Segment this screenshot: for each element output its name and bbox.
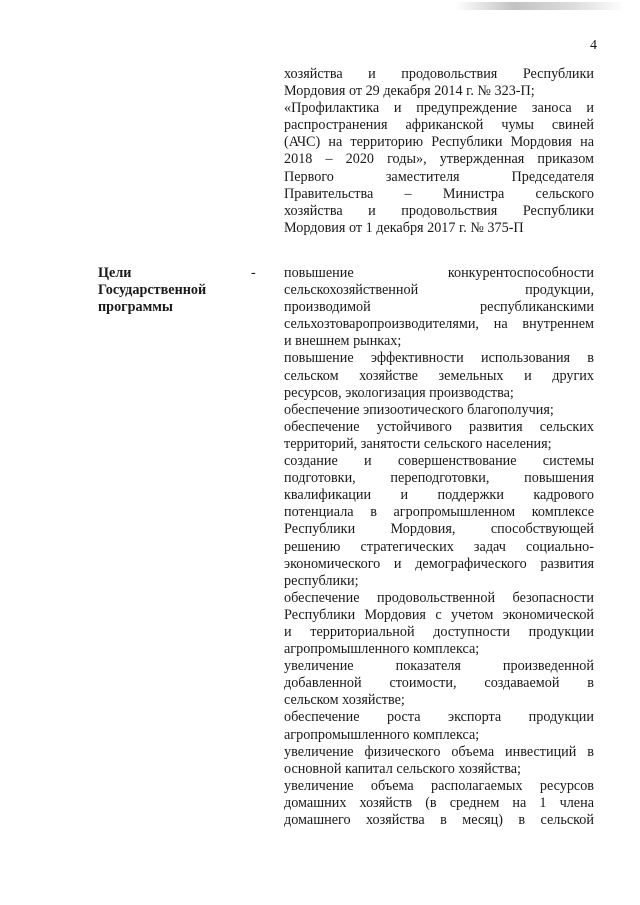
text-line: домашних хозяйств (в среднем на 1 члена	[284, 794, 594, 811]
text-line: 2018 – 2020 годы», утвержденная приказом	[284, 151, 594, 168]
text-line: обеспечение устойчивого развития сельских	[284, 418, 594, 435]
text-line: и внешнем рынках;	[284, 333, 402, 350]
text-line: основной капитал сельского хозяйства;	[284, 760, 521, 777]
text-line: увеличение объема располагаемых ресурсов	[284, 777, 594, 794]
text-line: потенциала в агропромышленном комплексе	[284, 504, 594, 521]
text-line: обеспечение роста экспорта продукции	[284, 709, 594, 726]
goals-text-block	[284, 265, 594, 829]
text-line: сельском хозяйстве земельных и других	[284, 367, 594, 384]
text-line: агропромышленного комплекса;	[284, 726, 480, 743]
section-label-goals: Цели Государственной программы	[98, 265, 207, 316]
text-line: хозяйства и продовольствия Республики	[284, 202, 594, 219]
scan-artifact	[455, 2, 625, 10]
text-line: обеспечение продовольственной безопасности	[284, 589, 594, 606]
label-dash: -	[251, 265, 256, 281]
text-line: Мордовия от 1 декабря 2017 г. № 375-П	[284, 219, 524, 236]
text-line: и территориальной доступности продукции	[284, 623, 594, 640]
text-line: повышение эффективности использования в	[284, 350, 594, 367]
text-line: сельском хозяйстве;	[284, 692, 405, 709]
text-line: Первого заместителя Председателя	[284, 168, 594, 185]
text-line: Правительства – Министра сельского	[284, 185, 594, 202]
text-line: подготовки, переподготовки, повышения	[284, 470, 594, 487]
text-line: территорий, занятости сельского населения;	[284, 435, 552, 452]
text-line: создание и совершенствование системы	[284, 453, 594, 470]
page-number: 4	[590, 38, 597, 53]
text-line: Мордовия от 29 декабря 2014 г. № 323-П;	[284, 83, 535, 100]
text-line: ресурсов, экологизация производства;	[284, 384, 514, 401]
text-line: республики;	[284, 572, 359, 589]
text-line: агропромышленного комплекса;	[284, 641, 480, 658]
text-line: (АЧС) на территорию Республики Мордовия на	[284, 134, 594, 151]
text-line: Республики Мордовия с учетом экономической	[284, 606, 594, 623]
text-line: «Профилактика и предупреждение заноса и	[284, 100, 594, 117]
text-line: Республики Мордовия, способствующей	[284, 521, 594, 538]
text-line: распространения африканской чумы свиней	[284, 117, 594, 134]
text-line: обеспечение эпизоотического благополучия;	[284, 401, 554, 418]
text-line: производимой республиканскими	[284, 299, 594, 316]
text-line: увеличение показателя произведенной	[284, 658, 594, 675]
text-line: повышение конкурентоспособности	[284, 265, 594, 281]
text-line: сельхозтоваропроизводителями, на внутреннем	[284, 316, 594, 333]
text-line: решению стратегических задач социально-	[284, 538, 594, 555]
text-line: квалификации и поддержки кадрового	[284, 487, 594, 504]
text-line: хозяйства и продовольствия Республики	[284, 66, 594, 82]
text-line: сельскохозяйственной продукции,	[284, 282, 594, 299]
text-line: увеличение физического объема инвестиций в	[284, 743, 594, 760]
text-line: добавленной стоимости, создаваемой в	[284, 675, 594, 692]
intro-text-block	[284, 66, 594, 237]
text-line: домашнего хозяйства в месяц) в сельской	[284, 812, 594, 828]
text-line: экономического и демографического развития	[284, 555, 594, 572]
